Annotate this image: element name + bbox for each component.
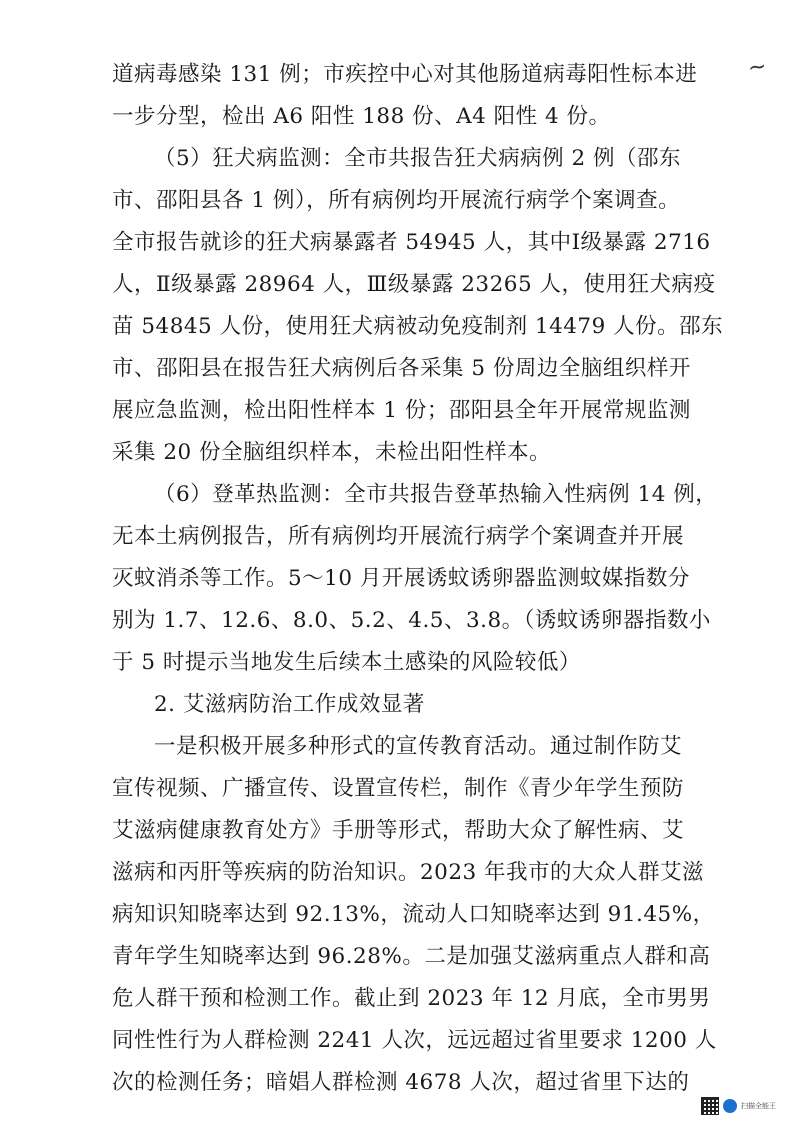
text-line-21: 病知识知晓率达到 92.13%，流动人口知晓率达到 91.45%，: [112, 902, 715, 927]
text-line-03: （5）狂犬病监测：全市共报告狂犬病病例 2 例（邵东: [154, 146, 682, 171]
corner-mark: ~: [745, 53, 768, 82]
text-line-04: 市、邵阳县各 1 例），所有病例均开展流行病学个案调查。: [112, 188, 681, 213]
text-line-05: 全市报告就诊的狂犬病暴露者 54945 人，其中Ⅰ级暴露 2716: [112, 230, 711, 255]
text-line-01: 道病毒感染 131 例；市疾控中心对其他肠道病毒阳性标本进: [112, 62, 698, 87]
scanner-watermark: [701, 1097, 776, 1115]
text-line-22: 青年学生知晓率达到 96.28%。二是加强艾滋病重点人群和高: [112, 944, 711, 969]
text-line-20: 滋病和丙肝等疾病的防治知识。2023 年我市的大众人群艾滋: [112, 860, 705, 885]
text-line-24: 同性性行为人群检测 2241 人次，远远超过省里要求 1200 人: [112, 1028, 717, 1053]
text-line-10: 采集 20 份全脑组织样本，未检出阳性样本。: [112, 440, 552, 465]
document-body: [112, 54, 724, 1104]
text-line-15: 于 5 时提示当地发生后续本土感染的风险较低）: [112, 650, 581, 675]
text-line-07: 苗 54845 人份，使用狂犬病被动免疫制剂 14479 人份。邵东: [112, 314, 724, 339]
text-line-23: 危人群干预和检测工作。截止到 2023 年 12 月底，全市男男: [112, 986, 711, 1011]
text-line-09: 展应急监测，检出阳性样本 1 份；邵阳县全年开展常规监测: [112, 398, 691, 423]
text-line-13: 灭蚊消杀等工作。5～10 月开展诱蚊诱卵器监测蚊媒指数分: [112, 566, 690, 591]
text-line-02: 一步分型，检出 A6 阳性 188 份、A4 阳性 4 份。: [112, 104, 611, 129]
app-logo-icon: [723, 1099, 737, 1113]
text-line-11: （6）登革热监测：全市共报告登革热输入性病例 14 例，: [154, 482, 718, 507]
text-line-25: 次的检测任务；暗娼人群检测 4678 人次，超过省里下达的: [112, 1070, 690, 1095]
text-line-14: 别为 1.7、12.6、8.0、5.2、4.5、3.8。（诱蚊诱卵器指数小: [112, 608, 711, 633]
watermark-text: 扫描全能王: [741, 1102, 776, 1110]
text-line-17: 一是积极开展多种形式的宣传教育活动。通过制作防艾: [154, 734, 683, 759]
text-line-12: 无本土病例报告，所有病例均开展流行病学个案调查并开展: [112, 524, 685, 549]
text-line-18: 宣传视频、广播宣传、设置宣传栏，制作《青少年学生预防: [112, 776, 685, 801]
text-line-06: 人，Ⅱ级暴露 28964 人，Ⅲ级暴露 23265 人，使用狂犬病疫: [112, 272, 716, 297]
qr-code-icon: [701, 1097, 719, 1115]
text-line-19: 艾滋病健康教育处方》手册等形式，帮助大众了解性病、艾: [112, 818, 685, 843]
text-line-08: 市、邵阳县在报告狂犬病例后各采集 5 份周边全脑组织样开: [112, 356, 691, 381]
section-heading-aids: 2. 艾滋病防治工作成效显著: [154, 692, 425, 717]
